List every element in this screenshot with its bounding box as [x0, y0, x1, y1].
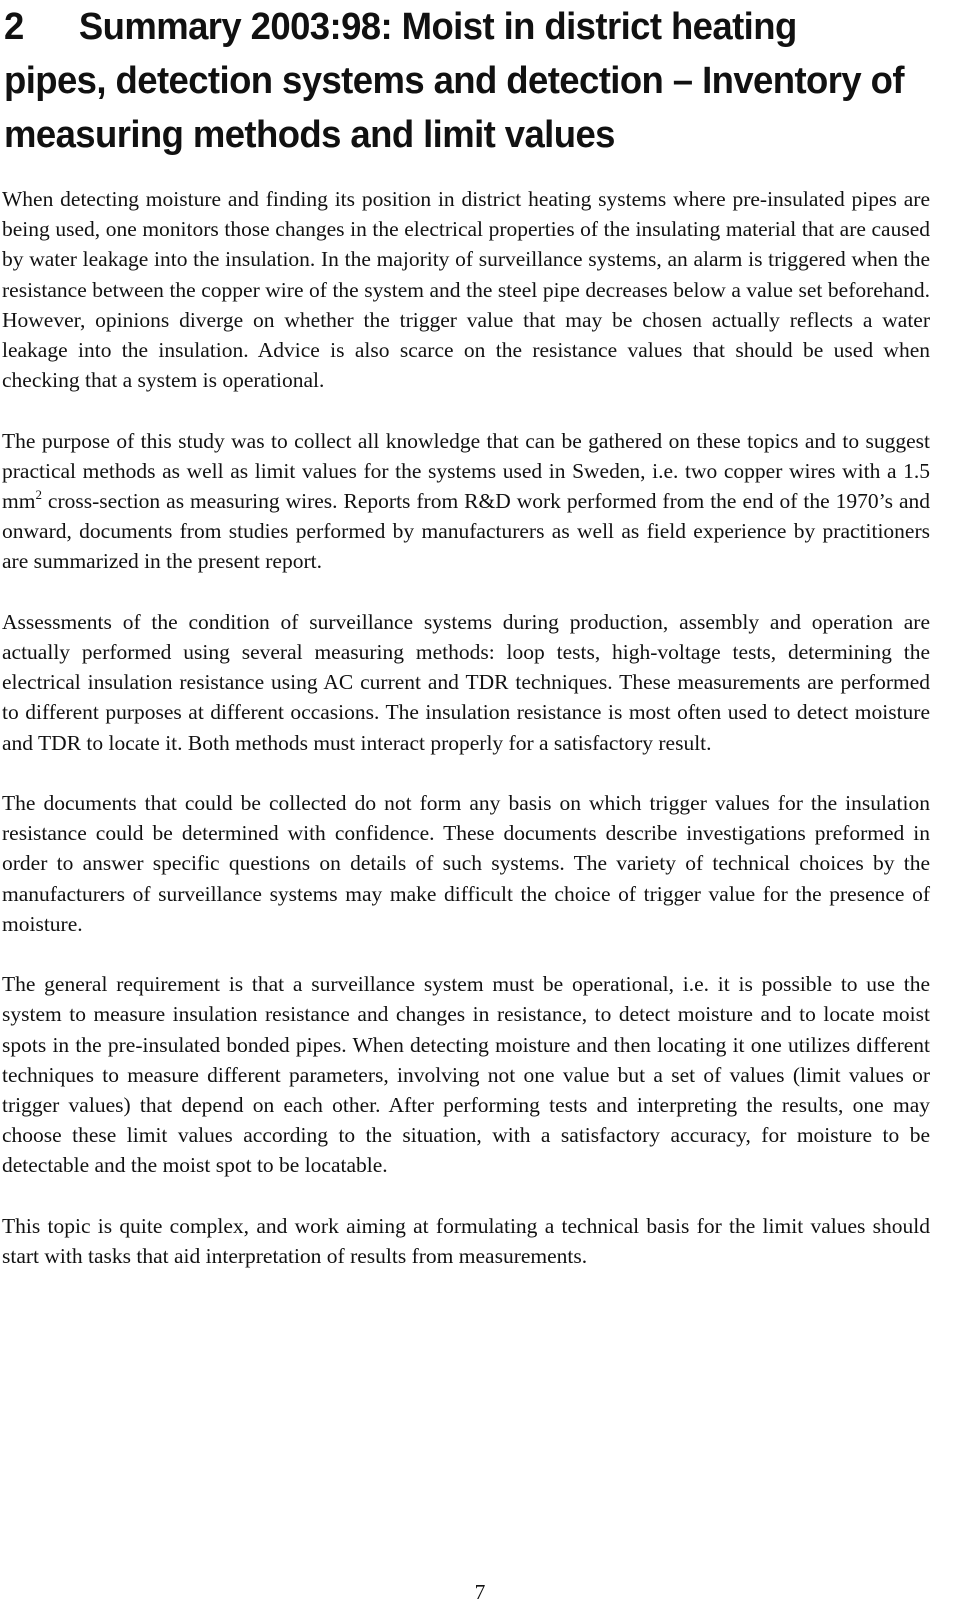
paragraph-5: The general requirement is that a surveillance system must be operational, i.e. it is possible to use the system to measure insulation resistance and changes in resistance, to detect moisture and to locate moist spots in the pre-insulated bonded pipes. When detecting moisture and then locating it one utilizes different techniques to measure different parameters, involving not one value but a set of values (limit values or trigger values) that depend on each other. After performing tests and interpreting the results, one may choose these limit values according to the situation, with a satisfactory accuracy, for moisture to be detectable and the moist spot to be locatable.	[2, 972, 930, 1178]
paragraph-2-text-after: cross-section as measuring wires. Reports from R&D work performed from the end of the 1970’s and onward, documents from studies performed by manufacturers as well as field experience by practitioners are summarized in the present report.	[2, 489, 930, 574]
superscript-2: 2	[35, 487, 42, 503]
page-number: 7	[474, 1580, 486, 1604]
paragraph-1: When detecting moisture and finding its position in district heating systems where pre-insulated pipes are being used, one monitors those changes in the electrical properties of the insulating material that are caused by water leakage into the insulation. In the majority of surveillance systems, an alarm is triggered when the resistance between the copper wire of the system and the steel pipe decreases below a value set beforehand. However, opinions diverge on whether the trigger value that may be chosen actually reflects a water leakage into the insulation. Advice is also scarce on the resistance values that should be used when checking that a system is operational.	[2, 187, 930, 393]
paragraph-2-text-before: The purpose of this study was to collect all knowledge that can be gathered on these topics and to suggest practical methods as well as limit values for the systems used in Sweden, i.e. two copper wires with a 1.5 mm	[2, 428, 930, 514]
paragraph-4: The documents that could be collected do not form any basis on which trigger values for the insulation resistance could be determined with confidence. These documents describe investigations preformed in order to answer specific questions on details of such systems. The variety of technical choices by the manufacturers of surveillance systems may make difficult the choice of trigger value for the presence of moisture.	[2, 791, 930, 936]
paragraph-3: Assessments of the condition of surveillance systems during production, assembly and operation are actually performed using several measuring methods: loop tests, high-voltage tests, determining the electrical insulation resistance using AC current and TDR techniques. These measurements are performed to different purposes at different occasions. The insulation resistance is most often used to detect moisture and TDR to locate it. Both methods must interact properly for a satisfactory result.	[2, 609, 930, 755]
section-title: Summary 2003:98: Moist in district heating pipes, detection systems and detection – Inventory of measuring methods and limit values	[4, 6, 904, 156]
body-text	[2, 184, 930, 1301]
paragraph-6: This topic is quite complex, and work aiming at formulating a technical basis for the limit values should start with tasks that aid interpretation of results from measurements.	[2, 1213, 930, 1269]
paragraph-2	[2, 426, 930, 577]
section-number: 2	[4, 6, 24, 48]
section-heading	[4, 0, 906, 162]
